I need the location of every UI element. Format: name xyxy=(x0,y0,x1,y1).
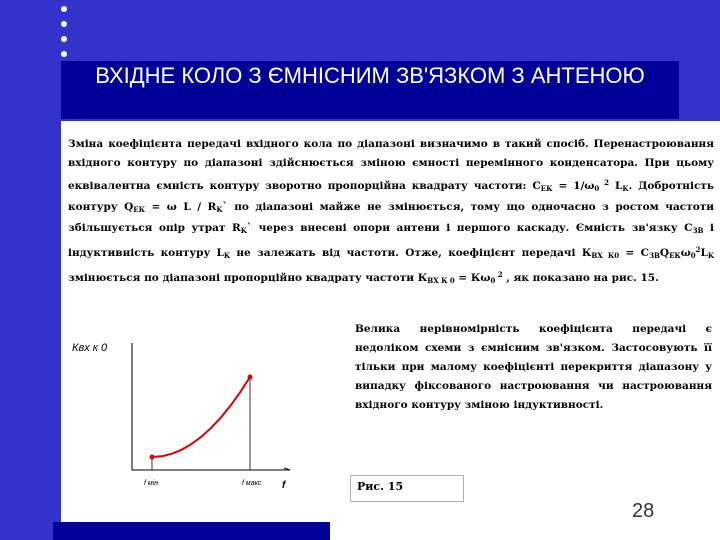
superscript: 2 xyxy=(695,245,701,254)
subscript: ВХ К 0 xyxy=(427,276,455,285)
text-run: змінюється по діапазоні пропорційно квадрату частоти К xyxy=(68,272,428,284)
decorative-dot xyxy=(61,36,67,42)
body-paragraph xyxy=(68,135,714,290)
figure-caption: Рис. 15 xyxy=(357,480,404,493)
caption-box xyxy=(350,475,464,502)
page-number: 28 xyxy=(632,500,655,522)
subscript: ЕК xyxy=(669,251,681,260)
text-run: ` по діапазоні майже не змінюється, тому що одночасно з ростом частоти збільшується опір утрат R xyxy=(68,201,714,234)
x-tick-label: f мін xyxy=(144,480,159,487)
superscript: 2 xyxy=(495,270,503,279)
figure-chart xyxy=(62,325,330,490)
text-run: ` через внесені опори антени і першого каскаду. Ємність зв'язку С xyxy=(246,222,693,234)
slide-title: ВХІДНЕ КОЛО З ЄМНІСНИМ ЗВ'ЯЗКОМ З АНТЕНОЮ xyxy=(95,63,645,88)
x-tick-label: f макс xyxy=(242,480,262,487)
subscript: K xyxy=(216,205,223,214)
bottom-bar xyxy=(53,522,330,540)
side-paragraph: Велика нерівномірність коефіцієнта передачі є недоліком схеми з ємнісним зв'язком. Застосовують її тільки при малому коефіцієнті перекриття діапазону у випадку фіксованого настроювання чи настроювання вхідного контуру зміною індуктивності. xyxy=(355,323,712,411)
decorative-dot xyxy=(61,6,67,12)
text-run: Зміна коефіцієнта передачі вхідного кола по діапазоні визначимо в такий спосіб. Перенастроювання вхідного контуру по діапазоні здійснюється зміною ємності перемінного конденсатора. При цьому еквівалентна ємність контуру зворотно пропорційна квадрату частоти: С xyxy=(68,138,714,192)
subscript: K xyxy=(707,251,714,260)
chart-svg xyxy=(62,325,330,490)
superscript: 2 xyxy=(599,178,609,187)
data-point xyxy=(248,375,253,380)
text-run: = Кω xyxy=(454,272,491,284)
subscript: ЕК xyxy=(540,184,553,193)
subscript: ЗВ xyxy=(648,251,660,260)
subscript: K xyxy=(240,226,247,235)
text-run: Q xyxy=(659,247,670,259)
subscript: K xyxy=(622,184,629,193)
text-run: і індуктивність контуру L xyxy=(68,222,714,259)
data-point xyxy=(150,455,155,460)
decorative-dot xyxy=(61,21,67,27)
subscript: ЗВ xyxy=(692,226,704,235)
subscript: ВХ К0 xyxy=(591,251,620,260)
text-run: не залежать від частоти. Отже, коефіцієнт передачі К xyxy=(229,247,592,259)
subscript: K xyxy=(223,251,230,260)
endpoint-group xyxy=(150,375,253,460)
text-run: = 1/ω xyxy=(552,180,595,192)
subscript: 0 xyxy=(690,251,696,260)
y-axis-label: Квх к 0 xyxy=(72,342,108,354)
text-run: L xyxy=(700,247,708,259)
text-run: L xyxy=(608,180,623,192)
subscript: ЕК xyxy=(133,205,145,214)
text-run: = ω L / R xyxy=(144,201,217,213)
subscript: 0 xyxy=(490,276,496,285)
data-series-line xyxy=(152,377,250,457)
decorative-dot xyxy=(61,51,67,57)
subscript: 0 xyxy=(594,184,600,193)
text-run: . Добротність контуру Q xyxy=(68,180,714,213)
x-axis-label: f xyxy=(282,480,286,490)
text-run: = С xyxy=(619,247,649,259)
text-run: , як показано на рис. 15. xyxy=(502,272,659,284)
text-run: ω xyxy=(680,247,691,259)
